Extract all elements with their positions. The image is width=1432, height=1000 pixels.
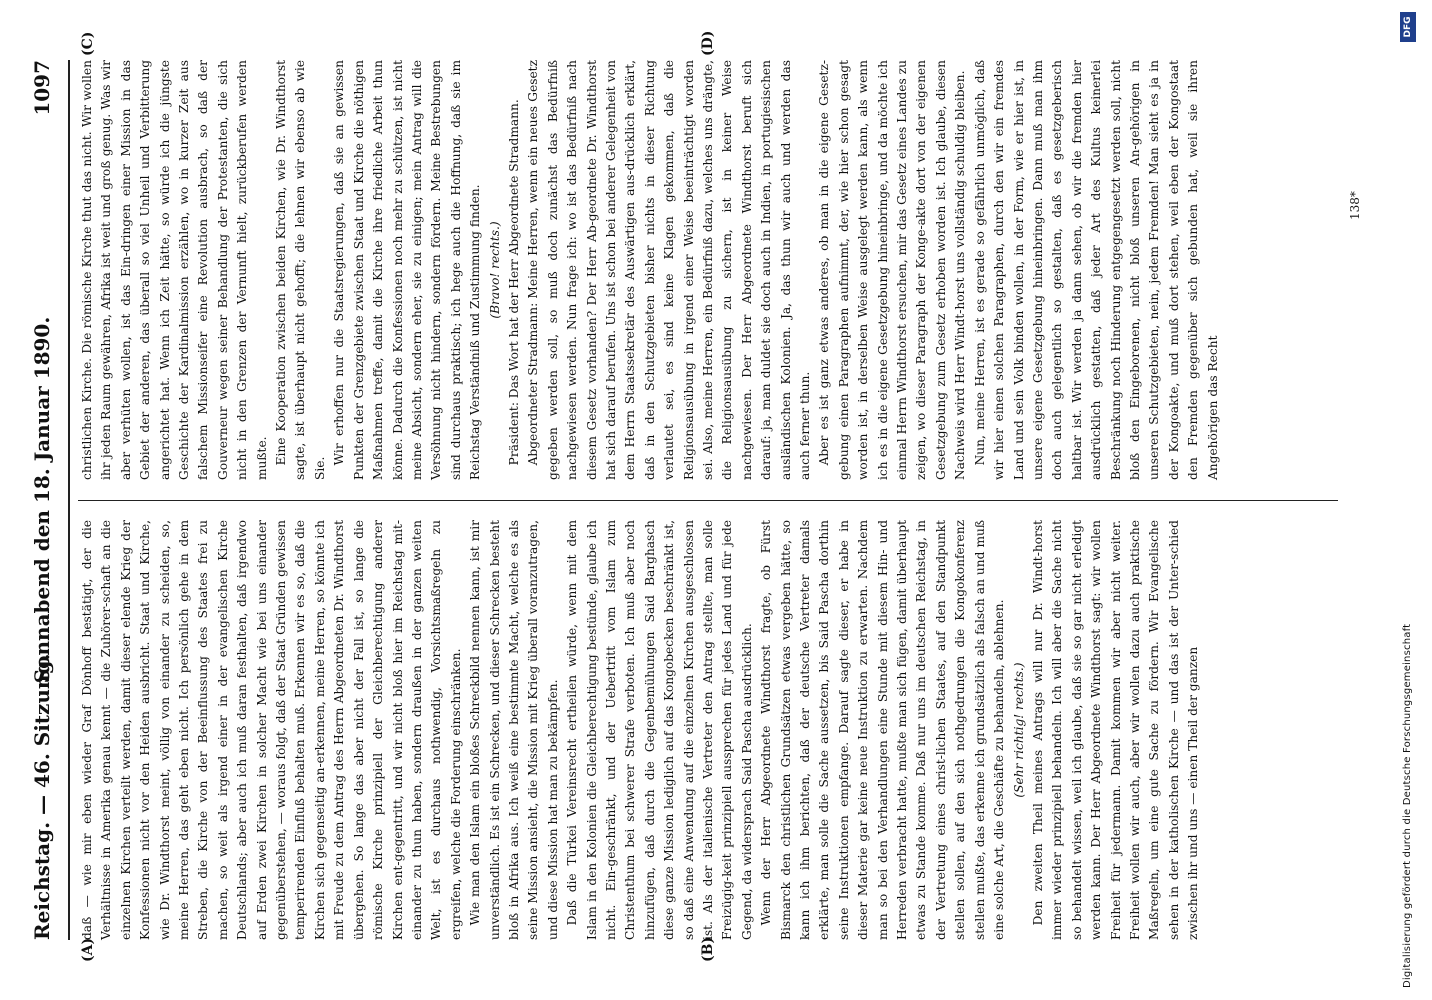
header-chamber-session: Reichstag. — 46. Sitzung. bbox=[30, 653, 54, 940]
paragraph: Eine Kooperation zwischen beiden Kirchen, wie Dr. Windthorst sagte, ist überhaupt nicht gehofft; die lehnen wir ebenso ab wie Sie. bbox=[274, 60, 327, 480]
interjection: (Bravo! rechts.) bbox=[487, 221, 502, 319]
interjection: (Sehr richtig! rechts.) bbox=[1011, 662, 1026, 798]
left-column bbox=[78, 520, 1204, 940]
right-column bbox=[78, 60, 1223, 480]
column-divider bbox=[78, 500, 1338, 501]
header-date: Sonnabend den 18. Januar 1890. bbox=[30, 316, 54, 684]
page-number: 1097 bbox=[30, 60, 54, 116]
margin-marker-a: (A) bbox=[80, 937, 96, 962]
paragraph: Wir erhoffen nur die Staatsregierungen, daß sie an gewissen Punkten der Grenzgebiete zwischen Staat und Kirche die nöthigen Maßnahmen treffe, damit die Kirche ihre friedliche Arbeit thun könne. Dadurch die Konfessionen noch mehr zu schützen, ist nicht meine Absicht, sondern eher, sie zu einigen; mein Antrag will die Versöhnung nicht hindern, sondern fördern. Meine Bestrebungen sind durchaus praktisch; ich hege auch die Hoffnung, daß sie im Reichstag Verständniß und Zustimmung finden. bbox=[332, 60, 483, 480]
page-header bbox=[30, 60, 60, 940]
paragraph: Wenn der Herr Abgeordnete Windthorst fragte, ob Fürst Bismarck den christlichen Grundsätzen etwas vergeben hätte, so kann ich ihm berichten, daß der deutsche Vertreter damals erklärte, man solle die Sache aussetzen, bis Said Pascha dorthin seine Instruktionen empfange. Darauf sagte dieser, er habe in dieser Materie gar keine neue Instruktion zu erwarten. Nachdem man so bei den Verhandlungen eine Stunde mit diesem Hin- und Herreden verbracht hatte, mußte man sich fügen, damit überhaupt etwas zu Stande komme. Daß nur uns im deutschen Reichstag, in der Vertretung eines christ-lichen Staates, auf den Standpunkt stellen sollen, auf den sich nothgedrungen die Kongokonferenz stellen mußte, das erkenne ich grundsätzlich als falsch an und muß eine solche Art, die Geschäfte zu behandeln, ablehnen. bbox=[759, 520, 1007, 940]
margin-marker-d: (D) bbox=[700, 30, 716, 56]
speaker-paragraph: Abgeordneter Stradmann: Meine Herren, wenn ein neues Gesetz gegeben werden soll, so muß doch zunächst das Bedürfniß nachgewiesen werden. Nun frage ich: wo ist das Bedürfniß nach diesem Gesetz vorhanden? Der Herr Ab-geordnete Dr. Windthorst hat sich darauf berufen. Uns ist schon bei anderer Gelegenheit von dem Herrn Staatssekretär des Auswärtigen aus-drücklich erklärt, daß in den Schutzgebieten bisher nichts in dieser Richtung verlautet sei, es sind keine Klagen gekommen, daß die Religionsausübung in irgend einer Weise beeinträchtigt worden sei. Also, meine Herren, ein Bedürfniß dazu, welches uns drängte, die Religionsausübung zu sichern, ist in keiner Weise nachgewiesen. Der Herr Abgeordnete Windthorst beruft sich darauf: ja, man duldet sie doch auch in Indien, in portugiesischen ausländischen Kolonien. Ja, das thun wir auch und werden das auch ferner thun. bbox=[526, 60, 813, 480]
header-rule bbox=[68, 60, 70, 940]
margin-marker-b: (B) bbox=[700, 936, 716, 962]
paragraph: Nun, meine Herren, ist es gerade so gefährlich unmöglich, daß wir hier einen solchen Paragraphen, durch den wir ein fremdes Land und sein Volk binden wollen, in der Form, wie er hier ist, in unsere eigene Gesetzgebung hineinbringen. Dann muß man ihm doch auch gelegentlich so gestalten, daß es gesetzgeberisch haltbar ist. Wir werden ja dann sehen, ob wir die fremden hier ausdrücklich gestatten, daß jeder Art des Kultus keinerlei Beschränkung noch Hinderung entgegengesetzt werden soll, nicht bloß den Eingeborenen, nicht bloß unseren An-gehörigen in unseren Schutzgebieten, nein, jedem Fremden! Man sieht es ja in der Kongoakte, und muß dort stehen, weil eben der Kongostaat den Fremden gegenüber sich gebunden hat, weil sie ihren Angehörigen das Recht bbox=[972, 60, 1220, 480]
paragraph: daß — wie mir eben wieder Graf Dönhoff bestätigt, der die Verhältnisse in Amerika genau kennt — die Zuhörer-schaft an die einzelnen Kirchen verteilt werden, damit dieser elende Krieg der Konfessionen nicht vor den Heiden ausbricht. Staat und Kirche, wie Dr. Windthorst meint, völlig von einander zu scheiden, so, meine Herren, das geht eben nicht. Ich persönlich gehe in dem Streben, die Kirche von der Beeinflussung des Staates frei zu machen, so weit als irgend einer in der evangelischen Kirche Deutschlands; aber auch ich muß daran festhalten, daß irgendwo auf Erden zwei Kirchen in solcher Macht wie bei uns einander gegenüberstehen, — woraus folgt, daß der Staat Gründen gewissen temperirenden Einfluß behalten muß. Erkennen wir es so, daß die Kirchen sich gegenseitig an-erkennen, meine Herren, so könnte ich mit Freude zu dem Antrag des Herrn Abgeordneten Dr. Windthorst übergehen. So lange das aber nicht der Fall ist, so lange die römische Kirche prinzipiell der Gleichberechtigung anderer Kirchen ent-gegentritt, und wir nicht bloß hier im Reichstag mit-einander zu thun haben, sondern draußen in der ganzen weiten Welt, ist es durchaus nothwendig, Vorsichtsmaßregeln zu ergreifen, welche die Forderung einschränken. bbox=[80, 520, 463, 940]
paragraph: Wie man den Islam ein bloßes Schreckbild nennen kann, ist mir unverständlich. Es ist ein Schrecken, und dieser Schrecken besteht bloß in Afrika aus. Ich weiß eine bestimmte Macht, welche es als seine Mission ansieht, die Mission mit Krieg überall voranzutragen, und diese Mission hat man zu bekämpfen. bbox=[468, 520, 560, 940]
speaker-paragraph: Präsident: Das Wort hat der Herr Abgeordnete Stradmann. bbox=[506, 99, 521, 466]
dfg-logo: DFG bbox=[1400, 12, 1416, 42]
paragraph: Daß die Türkei Vereinsrecht ertheilen würde, wenn mit dem Islam in den Kolonien die Gleichberechtigung bestünde, glaube ich nicht. Ein-geschränkt, und der Uebertritt vom Islam zum Christenthum bei schwerer Strafe verboten. Ich muß aber noch hinzufügen, daß durch die Gegenbemühungen Said Barghasch diese ganze Mission lediglich auf das Kongobecken beschränkt ist, so daß eine Anwendung auf die einzelnen Kirchen ausgeschlossen ist. Als der italienische Vertreter den Antrag stellte, man solle Freizügig-keit prinzipiell aussprechen für jedes Land und für jede Gegend, da widersprach Said Pascha ausdrücklich. bbox=[565, 520, 754, 940]
paragraph: christlichen Kirche. Die römische Kirche thut das nicht. Wir wollen ihr jeden Raum gewähren, Afrika ist weit und groß genug. Was wir aber verhüten wollen, ist das Ein-dringen einer Mission in das Gebiet der anderen, das überall so viel Unheil und Verbitterung angerichtet hat. Wenn ich Zeit hätte, so würde ich die jüngste Geschichte der Kardinalmission erzählen, wo in kurzer Zeit aus falschem Missionseifer eine Revolution ausbrach, so daß der Gouverneur wegen seiner Behandlung der Protestanten, die sich nicht in den Grenzen der Vernunft hielt, zurückberufen werden mußte. bbox=[80, 60, 269, 480]
digitization-note: Digitalisierung gefördert durch die Deutsche Forschungsgemeinschaft bbox=[1402, 623, 1413, 988]
sheet-signature: 138* bbox=[1348, 191, 1362, 220]
paragraph: Aber es ist ganz etwas anderes, ob man in die eigene Gesetz-gebung einen Paragraphen aufnimmt, der, wie hier schon gesagt worden ist, in derselben Weise ausgelegt werden kann, als wenn ich es in die eigene Gesetzgebung hineinbringe, und da möchte ich einmal Herrn Windthorst ersuchen, mir das Gesetz eines Landes zu zeigen, wo dieser Paragraph der Konge-akte dort von der eigenen Gesetzgebung zum Gesetz erhoben worden ist. Ich glaube, diesen Nachweis wird Herr Windt-horst uns vollständig schuldig bleiben. bbox=[817, 60, 968, 480]
margin-marker-c: (C) bbox=[80, 31, 96, 56]
paragraph: Den zweiten Theil meines Antrags will nur Dr. Windt-horst immer wieder prinzipiell behandeln. Ich will aber die Sache nicht so behandelt wissen, weil ich glaube, daß sie so gar nicht erledigt werden kann. Der Herr Abgeordnete Windthorst sagt: wir wollen Freiheit für jedermann. Damit kommen wir aber nicht weiter. Freiheit wollen wir auch, aber wir wollen dazu auch praktische Maßregeln, um eine gute Sache zu fördern. Wir Evangelische sehen in der katholischen Kirche — und das ist der Unter-schied zwischen ihr und uns — einen Theil der ganzen bbox=[1030, 520, 1201, 940]
